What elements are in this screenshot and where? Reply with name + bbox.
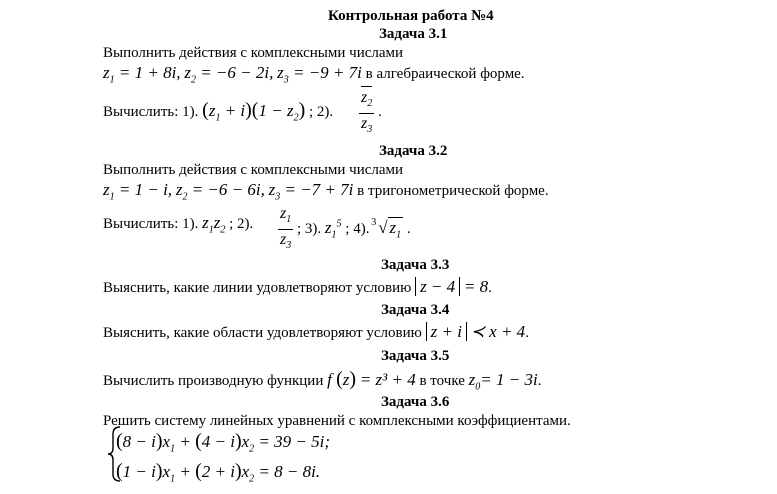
task-3-5-z0: = 1 − 3i (480, 370, 538, 389)
task-3-2-heading: Задача 3.2 (379, 143, 448, 159)
task-3-6-text: Решить систему линейных уравнений с комплексными коэффициентами. (103, 413, 571, 429)
task-3-1-calc-label: Вычислить: 1). (103, 104, 199, 120)
task-3-3-heading: Задача 3.3 (381, 257, 450, 273)
task-3-3-line: Выяснить, какие линии удовлетворяют условию z − 4 = 8. (103, 277, 492, 296)
task-3-2-calc-label: Вычислить: 1). (103, 216, 199, 232)
task-3-3-text: Выяснить, какие линии удовлетворяют условию (103, 280, 412, 296)
task-3-2-numbers: $z_1 = 1 - i$, $z_2 = -6 - 6i$, $z_3 = -7 + 7i$ в тригонометрической форме. (103, 180, 549, 203)
task-3-2-z2: −6 − 6i, (207, 180, 265, 199)
task-3-2-z3: −7 + 7i (300, 180, 354, 199)
task-3-1-z2: −6 − 2i, (215, 63, 274, 82)
task-3-4-rhs: ≺ x + 4 (470, 322, 526, 341)
task-3-5-rhs: = z³ + 4 (359, 370, 416, 389)
task-3-5-heading: Задача 3.5 (381, 348, 450, 364)
task-3-2-z1: 1 − i, (134, 180, 173, 199)
task-3-1-numbers: $z_1 = 1 + 8i$, $z_2 = -6 - 2i$, $z_3 = -9 + 7i$ в алгебраической форме. (103, 63, 525, 86)
task-3-2-intro: Выполнить действия с комплексными числами (103, 162, 404, 178)
system-equation-1: $(8 - i)x_1 + (4 - i)x_2 = 39 - 5i$; (116, 430, 330, 455)
task-3-5-point: в точке (419, 373, 465, 389)
system-eq1-rhs: = 39 − 5i; (258, 432, 330, 451)
system-eq2-rhs: = 8 − 8i. (258, 462, 321, 481)
task-3-4-heading: Задача 3.4 (381, 302, 450, 318)
task-3-2-form: в тригонометрической форме. (357, 183, 549, 199)
task-3-2-calc: Вычислить: 1). $z_1z_2$ ; 2). (103, 213, 254, 236)
task-3-6-heading: Задача 3.6 (381, 394, 450, 410)
task-3-4-text: Выяснить, какие области удовлетворяют условию (103, 325, 422, 341)
task-3-3-rhs: = 8 (463, 277, 489, 296)
task-3-1-calc (103, 100, 333, 128)
page-title: Контрольная работа №4 (328, 8, 494, 24)
task-3-2-item4-label: ; 4). (345, 221, 370, 238)
task-3-2-item3-label: ; 3). (296, 221, 322, 238)
cube-root: 3 √ $z_1$ (371, 217, 402, 241)
task-3-1-intro: Выполнить действия с комплексными числами (103, 45, 404, 61)
task-3-4-line: Выяснить, какие области удовлетворяют условию z + i ≺ x + 4. (103, 322, 529, 341)
task-3-1-expr2-fraction: $\frac{z_2}{z_3}$ . (359, 86, 382, 139)
task-3-2-items: $\frac{z_1}{z_3}$ ; 3). $z_1^5$ ; 4). 3 √ $z_1$ . (278, 204, 411, 255)
task-3-1-z3: −9 + 7i (308, 63, 362, 82)
task-3-1-heading: Задача 3.1 (379, 26, 448, 42)
system-equation-2: $(1 - i)x_1 + (2 + i)x_2 = 8 - 8i$. (116, 460, 321, 485)
task-3-2-item2-label: ; 2). (229, 216, 254, 232)
task-3-1-item2-label: ; 2). (308, 104, 334, 120)
task-3-5-line: Вычислить производную функции f (z) = z³ + 4 в точке $z_0= 1 - 3i$. (103, 368, 542, 393)
task-3-5-text: Вычислить производную функции (103, 373, 324, 389)
task-3-1-z1: 1 + 8i, (134, 63, 181, 82)
task-3-1-form: в алгебраической форме. (365, 66, 525, 82)
task-3-1-expr1: $(z_1 + i)(1 - z_2)$ (202, 99, 306, 124)
